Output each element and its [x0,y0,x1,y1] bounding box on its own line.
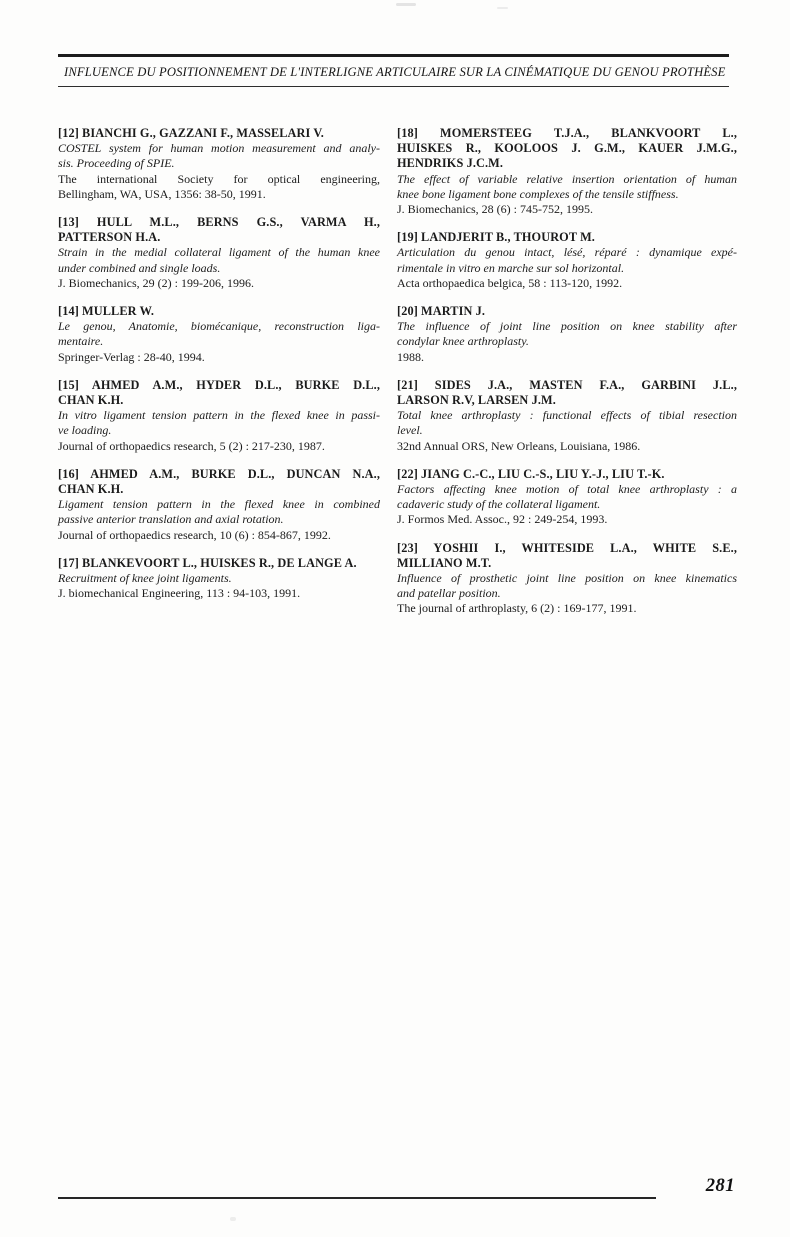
reference-authors-line: [21] SIDES J.A., MASTEN F.A., GARBINI J.L., [397,377,737,392]
reference-title [58,319,380,349]
reference-column-right [397,126,737,630]
reference-title-line: Articulation du genou intact, lésé, réparé : dynamique expé- [397,245,737,260]
reference-source-line: Journal of orthopaedics research, 5 (2) : 217-230, 1987. [58,438,325,453]
reference [397,467,737,528]
reference-source-line: Bellingham, WA, USA, 1356: 38-50, 1991. [58,186,266,201]
reference-source-line: Journal of orthopaedics research, 10 (6) : 854-867, 1992. [58,527,331,542]
scan-artifact [396,3,416,6]
reference-source [58,276,380,291]
reference-authors-line: [13] HULL M.L., BERNS G.S., VARMA H., [58,215,380,230]
reference-source [58,439,380,454]
reference-authors [397,378,737,408]
running-header [58,54,729,87]
reference-title [58,497,380,527]
reference [58,215,380,291]
reference-source [397,601,737,616]
reference-source [58,528,380,543]
reference-title [397,408,737,438]
reference-title [397,172,737,202]
reference-authors-line: LARSON R.V, LARSEN J.M. [397,393,556,408]
reference-source-line: Acta orthopaedica belgica, 58 : 113-120, 1992. [397,275,623,290]
reference-title-line: Ligament tension pattern in the flexed knee in combined [58,497,380,512]
reference-authors-line: [23] YOSHII I., WHITESIDE L.A., WHITE S.E., [397,540,737,555]
reference [58,556,380,602]
reference [397,126,737,217]
reference-authors-line: CHAN K.H. [58,482,124,497]
reference-authors-line: [15] AHMED A.M., HYDER D.L., BURKE D.L., [58,377,380,392]
reference-source-line: 32nd Annual ORS, New Orleans, Louisiana, 1986. [397,438,641,453]
reference-authors [397,230,737,245]
reference-title-line: sis. Proceeding of SPIE. [58,156,175,171]
reference [58,304,380,365]
reference-title-line: condylar knee arthroplasty. [397,334,529,349]
running-header-title: INFLUENCE DU POSITIONNEMENT DE L'INTERLIGNE ARTICULAIRE SUR LA CINÉMATIQUE DU GENOU PROTHÈSE [64,65,726,79]
reference [397,304,737,365]
reference-title-line: In vitro ligament tension pattern in the flexed knee in passi- [58,408,380,423]
reference-source [58,172,380,202]
reference [58,378,380,454]
reference [58,126,380,202]
reference-authors-line: MILLIANO M.T. [397,555,492,570]
reference [397,541,737,617]
scan-artifact [230,1217,236,1221]
reference-title-line: Strain in the medial collateral ligament of the human knee [58,245,380,260]
reference-authors-line: HUISKES R., KOOLOOS J. G.M., KAUER J.M.G., [397,141,737,156]
reference-title-line: under combined and single loads. [58,260,221,275]
reference-title-line: Total knee arthroplasty : functional effects of tibial resection [397,408,737,423]
reference-source-line: J. Biomechanics, 28 (6) : 745-752, 1995. [397,202,593,217]
reference-source-line: J. Formos Med. Assoc., 92 : 249-254, 1993. [397,512,608,527]
reference-authors-line: CHAN K.H. [58,393,124,408]
reference-source-line: J. Biomechanics, 29 (2) : 199-206, 1996. [58,275,254,290]
reference-source [397,202,737,217]
reference-source-line: The journal of arthroplasty, 6 (2) : 169-177, 1991. [397,601,637,616]
reference-authors [397,467,737,482]
reference [58,467,380,543]
reference-title-line: The influence of joint line position on knee stability after [397,319,737,334]
reference-title-line: cadaveric study of the collateral ligament. [397,497,601,512]
reference-authors [58,556,380,571]
reference-title [397,319,737,349]
reference-authors-line: [22] JIANG C.-C., LIU C.-S., LIU Y.-J., LIU T.-K. [397,466,665,481]
reference-authors-line: [19] LANDJERIT B., THOUROT M. [397,230,595,245]
reference-title-line: and patellar position. [397,586,501,601]
reference-title-line: COSTEL system for human motion measurement and analy- [58,141,380,156]
reference-title-line: Factors affecting knee motion of total knee arthroplasty : a [397,482,737,497]
header-rule-bottom [58,86,729,87]
reference-columns [58,126,737,630]
reference-source [397,276,737,291]
reference-authors [397,126,737,172]
reference-title-line: passive anterior translation and axial rotation. [58,512,284,527]
scan-artifact [497,7,508,9]
reference-title [58,141,380,171]
reference-title-line: knee bone ligament bone complexes of the tensile stiffness. [397,186,679,201]
reference-title [397,571,737,601]
reference-source-line: J. biomechanical Engineering, 113 : 94-103, 1991. [58,586,301,601]
reference-title-line: mentaire. [58,334,104,349]
reference-title-line: The effect of variable relative insertion orientation of human [397,171,737,186]
reference-authors [58,304,380,319]
reference-authors [58,467,380,497]
reference-title-line: level. [397,423,423,438]
reference-authors-line: PATTERSON H.A. [58,230,161,245]
reference-source-line: 1988. [397,349,424,364]
reference-source [397,439,737,454]
reference-authors-line: [17] BLANKEVOORT L., HUISKES R., DE LANGE A. [58,555,357,570]
reference-authors [58,126,380,141]
reference-title-line: Recruitment of knee joint ligaments. [58,571,232,586]
reference-source [58,586,380,601]
reference-authors [58,378,380,408]
reference-authors [58,215,380,245]
reference-source [397,350,737,365]
reference-source [58,350,380,365]
reference-authors-line: [12] BIANCHI G., GAZZANI F., MASSELARI V. [58,126,324,140]
reference-title [58,245,380,275]
reference-source [397,512,737,527]
reference-title-line: rimentale in vitro en marche sur sol horizontal. [397,260,625,275]
reference-title [58,571,380,586]
reference-authors-line: [16] AHMED A.M., BURKE D.L., DUNCAN N.A., [58,466,380,481]
reference [397,230,737,291]
reference-authors-line: HENDRIKS J.C.M. [397,156,504,171]
reference-authors [397,541,737,571]
reference-authors-line: [18] MOMERSTEEG T.J.A., BLANKVOORT L., [397,126,737,140]
page-number: 281 [705,1176,735,1196]
reference-source-line: The international Society for optical engineering, [58,171,380,186]
reference-column-left [58,126,380,630]
reference-authors-line: [20] MARTIN J. [397,304,486,319]
reference-title [397,245,737,275]
reference-title-line: Influence of prosthetic joint line position on knee kinematics [397,571,737,586]
reference [397,378,737,454]
reference-title-line: Le genou, Anatomie, biomécanique, reconstruction liga- [58,319,380,334]
reference-authors [397,304,737,319]
reference-title-line: ve loading. [58,423,112,438]
footer-rule [58,1197,656,1199]
reference-title [58,408,380,438]
reference-title [397,482,737,512]
reference-source-line: Springer-Verlag : 28-40, 1994. [58,349,205,364]
reference-authors-line: [14] MULLER W. [58,304,155,319]
